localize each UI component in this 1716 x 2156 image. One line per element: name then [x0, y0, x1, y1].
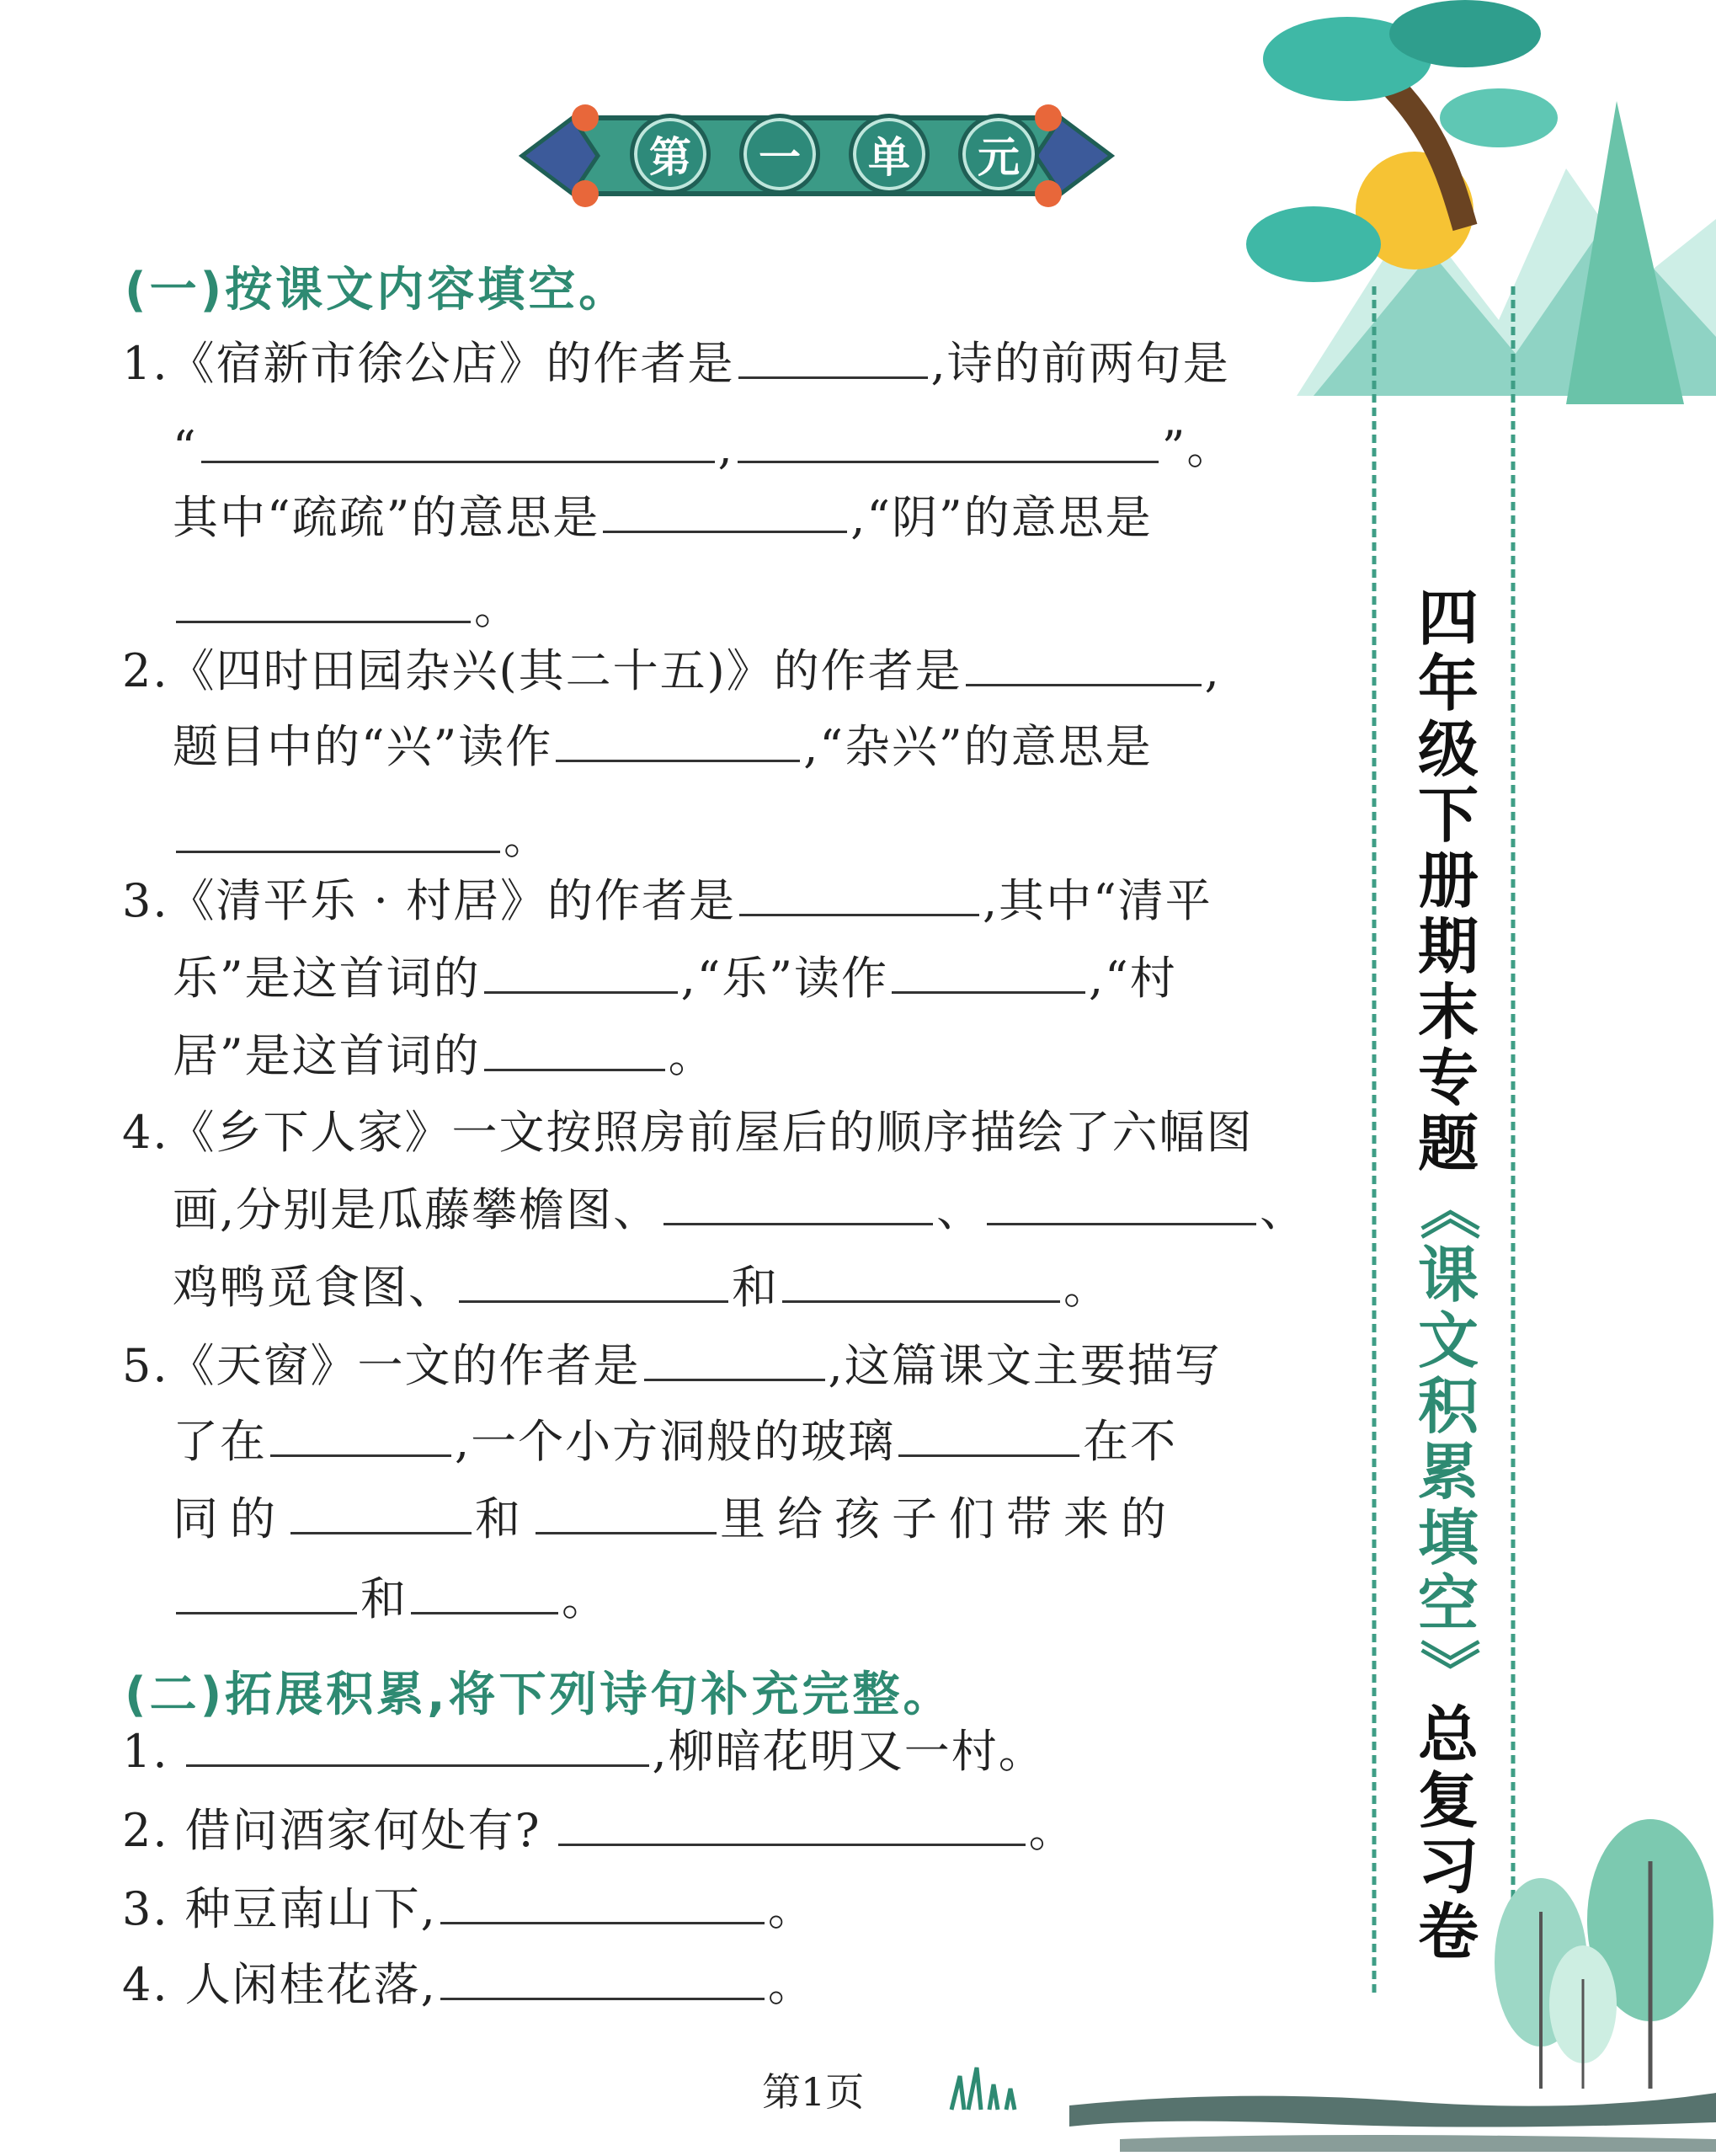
tree-mountain-illustration	[1246, 0, 1716, 404]
q5-line3	[173, 1488, 1178, 1549]
q1-text: 1.《宿新市徐公店》的作者是	[122, 337, 735, 390]
side-title-char: 积	[1417, 1371, 1479, 1442]
period: 。	[767, 1882, 815, 1935]
answer-blank[interactable]	[484, 947, 678, 994]
comma: ,	[717, 421, 734, 474]
answer-blank[interactable]	[644, 1335, 825, 1381]
s2-q4	[122, 1954, 815, 2015]
period: 。	[668, 1029, 716, 1082]
answer-blank[interactable]	[176, 577, 471, 623]
section-1-heading: (一)按课文内容填空。	[125, 263, 630, 318]
q2-text: 2.《四时田园杂兴(其二十五)》的作者是	[122, 644, 962, 697]
s2-q3	[122, 1878, 815, 1939]
answer-blank[interactable]	[270, 1411, 451, 1457]
side-title-char: 下	[1417, 780, 1479, 851]
q2-text: 题目中的“兴”读作	[173, 720, 553, 773]
side-title-char: 年	[1417, 648, 1479, 719]
banner-char: 元	[958, 114, 1039, 195]
poem-line: 3. 种豆南山下,	[122, 1882, 437, 1935]
q4-text: 画,分别是瓜藤攀檐图、	[173, 1183, 661, 1236]
side-title-char: 空	[1417, 1568, 1479, 1639]
side-title-char: 文	[1417, 1305, 1479, 1376]
side-title-char: 课	[1417, 1240, 1479, 1310]
grass-icon	[943, 2063, 1027, 2114]
banner-char: 单	[849, 114, 930, 195]
q4-line1: 4.《乡下人家》一文按照房前屋后的顺序描绘了六幅图	[122, 1106, 1254, 1159]
q1-text: 其中“疏疏”的意思是	[173, 491, 600, 544]
quote-mark: “	[173, 421, 198, 474]
answer-blank[interactable]	[201, 417, 715, 463]
period: 。	[504, 811, 551, 864]
banner-title	[630, 114, 1039, 195]
side-title-char: 四	[1417, 583, 1479, 654]
side-title-char: 题	[1417, 1108, 1479, 1179]
answer-blank[interactable]	[186, 1721, 649, 1767]
q2-text: ,“杂兴”的意思是	[803, 720, 1153, 773]
side-title-char: 累	[1417, 1437, 1479, 1508]
q1-text: ,诗的前两句是	[930, 337, 1230, 390]
answer-blank[interactable]	[738, 417, 1159, 463]
poem-line: 2. 借问酒家何处有?	[122, 1804, 541, 1857]
side-title-char: 填	[1417, 1502, 1479, 1573]
conjunction: 和	[475, 1492, 532, 1545]
q5-text: ,这篇课文主要描写	[828, 1339, 1222, 1392]
q5-text: 同的	[173, 1492, 287, 1545]
side-title-char: 级	[1417, 714, 1479, 785]
q4-text: 鸡鸭觅食图、	[173, 1261, 456, 1314]
answer-blank[interactable]	[966, 640, 1202, 686]
answer-blank[interactable]	[898, 1411, 1079, 1457]
q3-text: ,其中“清平	[983, 874, 1212, 927]
side-title-char: 期	[1417, 911, 1479, 982]
q1-text: ,“阴”的意思是	[850, 491, 1153, 544]
q3-text: 3.《清平乐 · 村居》的作者是	[122, 874, 737, 927]
banner-char: 一	[739, 114, 820, 195]
q1-line4	[173, 577, 521, 638]
q3-text: 居”是这首词的	[173, 1029, 481, 1082]
q1-line2	[173, 417, 1234, 478]
vertical-border-right	[1507, 286, 1519, 1996]
brush-stroke-decoration	[1069, 2047, 1716, 2156]
q5-text: 在不	[1083, 1415, 1178, 1468]
q3-line1	[122, 870, 1212, 931]
s2-q1	[122, 1721, 1046, 1781]
conjunction: 和	[732, 1261, 779, 1314]
banner-char: 第	[630, 114, 711, 195]
q5-line2	[173, 1411, 1177, 1471]
answer-blank[interactable]	[558, 1800, 1026, 1846]
period: 。	[562, 1572, 609, 1625]
section-2-heading: (二)拓展积累,将下列诗句补充完整。	[125, 1668, 954, 1722]
answer-blank[interactable]	[603, 487, 847, 533]
answer-blank[interactable]	[176, 1568, 357, 1614]
answer-blank[interactable]	[663, 1179, 933, 1225]
answer-blank[interactable]	[782, 1257, 1060, 1303]
q3-line2	[173, 947, 1177, 1008]
q2-line3	[173, 807, 551, 867]
conjunction: 和	[360, 1572, 408, 1625]
q3-text: ,“乐”读作	[680, 952, 888, 1005]
answer-blank[interactable]	[290, 1488, 472, 1534]
page-number: 第1页	[762, 2069, 865, 2115]
answer-blank[interactable]	[892, 947, 1085, 994]
side-title-char: 习	[1417, 1831, 1479, 1902]
q2-line2	[173, 716, 1153, 776]
answer-blank[interactable]	[556, 716, 800, 762]
answer-blank[interactable]	[484, 1025, 665, 1071]
q1-line1	[122, 333, 1230, 393]
period: 。	[1063, 1261, 1111, 1314]
side-title	[1402, 585, 1495, 1965]
answer-blank[interactable]	[440, 1954, 765, 2000]
q3-text: ,“村	[1089, 952, 1177, 1005]
side-title-char: 册	[1417, 846, 1479, 916]
answer-blank[interactable]	[459, 1257, 728, 1303]
q1-line3	[173, 487, 1153, 547]
side-title-char: 复	[1417, 1765, 1479, 1836]
answer-blank[interactable]	[176, 807, 500, 853]
answer-blank[interactable]	[411, 1568, 558, 1614]
period: 。	[1028, 1804, 1076, 1857]
side-title-char: 末	[1417, 977, 1479, 1048]
q4-line2	[173, 1179, 1307, 1240]
q3-line3	[173, 1025, 716, 1086]
period: 。	[767, 1958, 815, 2011]
separator: 、	[1260, 1183, 1308, 1236]
unit-banner	[505, 93, 1128, 219]
q2-line1	[122, 640, 1221, 701]
q5-line1	[122, 1335, 1222, 1396]
side-title-char: 专	[1417, 1043, 1479, 1113]
q3-text: 乐”是这首词的	[173, 952, 481, 1005]
answer-blank[interactable]	[738, 333, 928, 379]
q5-text: ,一个小方洞般的玻璃	[455, 1415, 896, 1468]
q5-text: 里给孩子们带来的	[720, 1492, 1178, 1545]
poem-line: 4. 人闲桂花落,	[122, 1958, 437, 2011]
q5-text: 了在	[173, 1415, 267, 1468]
poem-line: ,柳暗花明又一村。	[652, 1725, 1046, 1778]
side-title-char: 》	[1412, 1638, 1484, 1700]
vertical-border-left	[1368, 286, 1380, 1996]
side-title-char: 总	[1417, 1700, 1479, 1770]
period: 。	[474, 581, 521, 634]
comma: ,	[1204, 644, 1221, 697]
s2-q2	[122, 1800, 1076, 1860]
q5-line4	[173, 1568, 609, 1629]
separator: 、	[936, 1183, 984, 1236]
answer-blank[interactable]	[739, 870, 979, 916]
side-title-char: 《	[1412, 1178, 1484, 1241]
answer-blank[interactable]	[987, 1179, 1256, 1225]
quote-mark: ”。	[1161, 421, 1234, 474]
q4-line3	[173, 1257, 1111, 1317]
q5-text: 5.《天窗》一文的作者是	[122, 1339, 641, 1392]
side-title-char: 卷	[1417, 1897, 1479, 1967]
answer-blank[interactable]	[536, 1488, 717, 1534]
question-number: 1.	[122, 1725, 169, 1778]
answer-blank[interactable]	[440, 1878, 765, 1924]
